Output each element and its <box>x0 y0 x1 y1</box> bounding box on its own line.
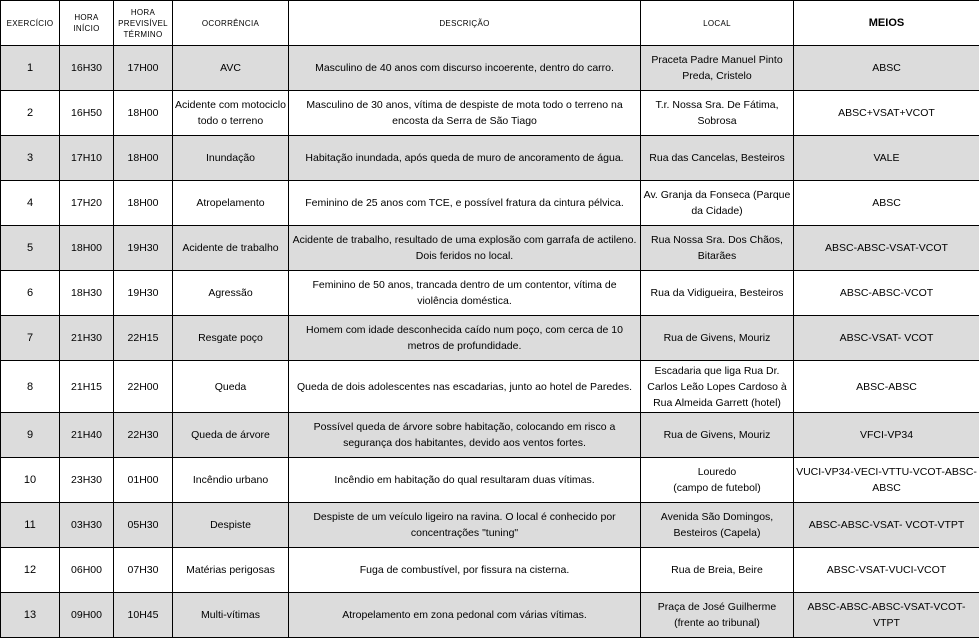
table-row <box>1 548 979 593</box>
cell-meios: VUCI-VP34-VECI-VTTU-VCOT-ABSC-ABSC <box>794 458 979 503</box>
cell-local: Rua de Givens, Mouriz <box>641 316 794 361</box>
cell-hora-inicio: 16H30 <box>60 46 114 91</box>
cell-ocorrencia: Despiste <box>173 503 289 548</box>
cell-hora-termino: 07H30 <box>114 548 173 593</box>
cell-descricao: Feminino de 25 anos com TCE, e possível fratura da cintura pélvica. <box>289 181 641 226</box>
header-hora-termino: HORA PREVISÍVEL TÉRMINO <box>114 1 173 46</box>
cell-descricao: Fuga de combustível, por fissura na cisterna. <box>289 548 641 593</box>
cell-exercicio: 5 <box>1 226 60 271</box>
cell-hora-inicio: 03H30 <box>60 503 114 548</box>
cell-hora-termino: 18H00 <box>114 136 173 181</box>
cell-hora-termino: 22H30 <box>114 413 173 458</box>
cell-hora-termino: 05H30 <box>114 503 173 548</box>
cell-hora-termino: 01H00 <box>114 458 173 503</box>
header-meios: MEIOS <box>794 1 979 46</box>
cell-meios: VALE <box>794 136 979 181</box>
cell-descricao: Masculino de 40 anos com discurso incoerente, dentro do carro. <box>289 46 641 91</box>
table-row <box>1 458 979 503</box>
cell-descricao: Habitação inundada, após queda de muro de ancoramento de água. <box>289 136 641 181</box>
table-row <box>1 91 979 136</box>
cell-local: Escadaria que liga Rua Dr. Carlos Leão Lopes Cardoso à Rua Almeida Garrett (hotel) <box>641 361 794 413</box>
header-row <box>1 1 979 46</box>
cell-ocorrencia: Multi-vítimas <box>173 593 289 638</box>
cell-meios: ABSC-ABSC-VSAT- VCOT-VTPT <box>794 503 979 548</box>
cell-local: Rua de Breia, Beire <box>641 548 794 593</box>
table-row <box>1 593 979 638</box>
table-row <box>1 136 979 181</box>
table-row <box>1 46 979 91</box>
cell-ocorrencia: Queda de árvore <box>173 413 289 458</box>
cell-descricao: Feminino de 50 anos, trancada dentro de um contentor, vítima de violência doméstica. <box>289 271 641 316</box>
cell-exercicio: 13 <box>1 593 60 638</box>
cell-meios: ABSC-ABSC-VCOT <box>794 271 979 316</box>
cell-hora-inicio: 18H00 <box>60 226 114 271</box>
cell-local: Rua da Vidigueira, Besteiros <box>641 271 794 316</box>
cell-exercicio: 12 <box>1 548 60 593</box>
table-row <box>1 181 979 226</box>
header-ocorrencia: OCORRÊNCIA <box>173 1 289 46</box>
cell-hora-inicio: 23H30 <box>60 458 114 503</box>
cell-descricao: Despiste de um veículo ligeiro na ravina. O local é conhecido por concentrações "tuning" <box>289 503 641 548</box>
table-row <box>1 413 979 458</box>
cell-local: Praça de José Guilherme (frente ao tribunal) <box>641 593 794 638</box>
cell-hora-inicio: 17H10 <box>60 136 114 181</box>
cell-local: Louredo (campo de futebol) <box>641 458 794 503</box>
cell-local: Av. Granja da Fonseca (Parque da Cidade) <box>641 181 794 226</box>
cell-hora-termino: 18H00 <box>114 181 173 226</box>
cell-hora-inicio: 06H00 <box>60 548 114 593</box>
cell-hora-termino: 22H15 <box>114 316 173 361</box>
header-exercicio: EXERCÍCIO <box>1 1 60 46</box>
cell-hora-inicio: 17H20 <box>60 181 114 226</box>
cell-hora-termino: 22H00 <box>114 361 173 413</box>
table-body <box>1 46 979 638</box>
cell-hora-inicio: 21H15 <box>60 361 114 413</box>
cell-ocorrencia: Queda <box>173 361 289 413</box>
cell-exercicio: 4 <box>1 181 60 226</box>
cell-ocorrencia: Agressão <box>173 271 289 316</box>
header-hora-inicio: HORA INÍCIO <box>60 1 114 46</box>
table-row <box>1 226 979 271</box>
cell-local: Avenida São Domingos, Besteiros (Capela) <box>641 503 794 548</box>
cell-local: Rua das Cancelas, Besteiros <box>641 136 794 181</box>
cell-descricao: Queda de dois adolescentes nas escadarias, junto ao hotel de Paredes. <box>289 361 641 413</box>
cell-hora-inicio: 21H30 <box>60 316 114 361</box>
cell-meios: ABSC-ABSC-ABSC-VSAT-VCOT-VTPT <box>794 593 979 638</box>
cell-ocorrencia: Atropelamento <box>173 181 289 226</box>
table-row <box>1 361 979 413</box>
cell-meios: ABSC-ABSC <box>794 361 979 413</box>
header-descricao: DESCRIÇÃO <box>289 1 641 46</box>
cell-exercicio: 1 <box>1 46 60 91</box>
cell-exercicio: 2 <box>1 91 60 136</box>
cell-ocorrencia: Acidente de trabalho <box>173 226 289 271</box>
cell-hora-inicio: 16H50 <box>60 91 114 136</box>
cell-exercicio: 7 <box>1 316 60 361</box>
cell-exercicio: 6 <box>1 271 60 316</box>
cell-hora-termino: 18H00 <box>114 91 173 136</box>
cell-meios: VFCI-VP34 <box>794 413 979 458</box>
cell-hora-termino: 17H00 <box>114 46 173 91</box>
cell-ocorrencia: Resgate poço <box>173 316 289 361</box>
cell-ocorrencia: Incêndio urbano <box>173 458 289 503</box>
cell-exercicio: 9 <box>1 413 60 458</box>
cell-descricao: Acidente de trabalho, resultado de uma explosão com garrafa de actileno. Dois feridos no local. <box>289 226 641 271</box>
cell-local: Rua Nossa Sra. Dos Chãos, Bitarães <box>641 226 794 271</box>
cell-exercicio: 11 <box>1 503 60 548</box>
cell-ocorrencia: AVC <box>173 46 289 91</box>
cell-descricao: Incêndio em habitação do qual resultaram duas vítimas. <box>289 458 641 503</box>
cell-hora-inicio: 18H30 <box>60 271 114 316</box>
cell-hora-inicio: 21H40 <box>60 413 114 458</box>
cell-hora-termino: 10H45 <box>114 593 173 638</box>
cell-meios: ABSC-VSAT-VUCI-VCOT <box>794 548 979 593</box>
cell-meios: ABSC <box>794 181 979 226</box>
cell-exercicio: 3 <box>1 136 60 181</box>
cell-exercicio: 8 <box>1 361 60 413</box>
table-row <box>1 316 979 361</box>
cell-hora-inicio: 09H00 <box>60 593 114 638</box>
table-row <box>1 271 979 316</box>
header-local: LOCAL <box>641 1 794 46</box>
cell-descricao: Possível queda de árvore sobre habitação, colocando em risco a segurança dos habitantes, devido aos ventos fortes. <box>289 413 641 458</box>
cell-meios: ABSC-ABSC-VSAT-VCOT <box>794 226 979 271</box>
cell-hora-termino: 19H30 <box>114 226 173 271</box>
cell-descricao: Atropelamento em zona pedonal com várias vítimas. <box>289 593 641 638</box>
cell-ocorrencia: Acidente com motociclo todo o terreno <box>173 91 289 136</box>
cell-ocorrencia: Matérias perigosas <box>173 548 289 593</box>
cell-descricao: Masculino de 30 anos, vítima de despiste de mota todo o terreno na encosta da Serra de São Tiago <box>289 91 641 136</box>
cell-local: Rua de Givens, Mouriz <box>641 413 794 458</box>
cell-local: T.r. Nossa Sra. De Fátima, Sobrosa <box>641 91 794 136</box>
cell-ocorrencia: Inundação <box>173 136 289 181</box>
cell-descricao: Homem com idade desconhecida caído num poço, com cerca de 10 metros de profundidade. <box>289 316 641 361</box>
cell-meios: ABSC-VSAT- VCOT <box>794 316 979 361</box>
cell-meios: ABSC+VSAT+VCOT <box>794 91 979 136</box>
table-row <box>1 503 979 548</box>
cell-exercicio: 10 <box>1 458 60 503</box>
cell-hora-termino: 19H30 <box>114 271 173 316</box>
cell-local: Praceta Padre Manuel Pinto Preda, Cristelo <box>641 46 794 91</box>
cell-meios: ABSC <box>794 46 979 91</box>
